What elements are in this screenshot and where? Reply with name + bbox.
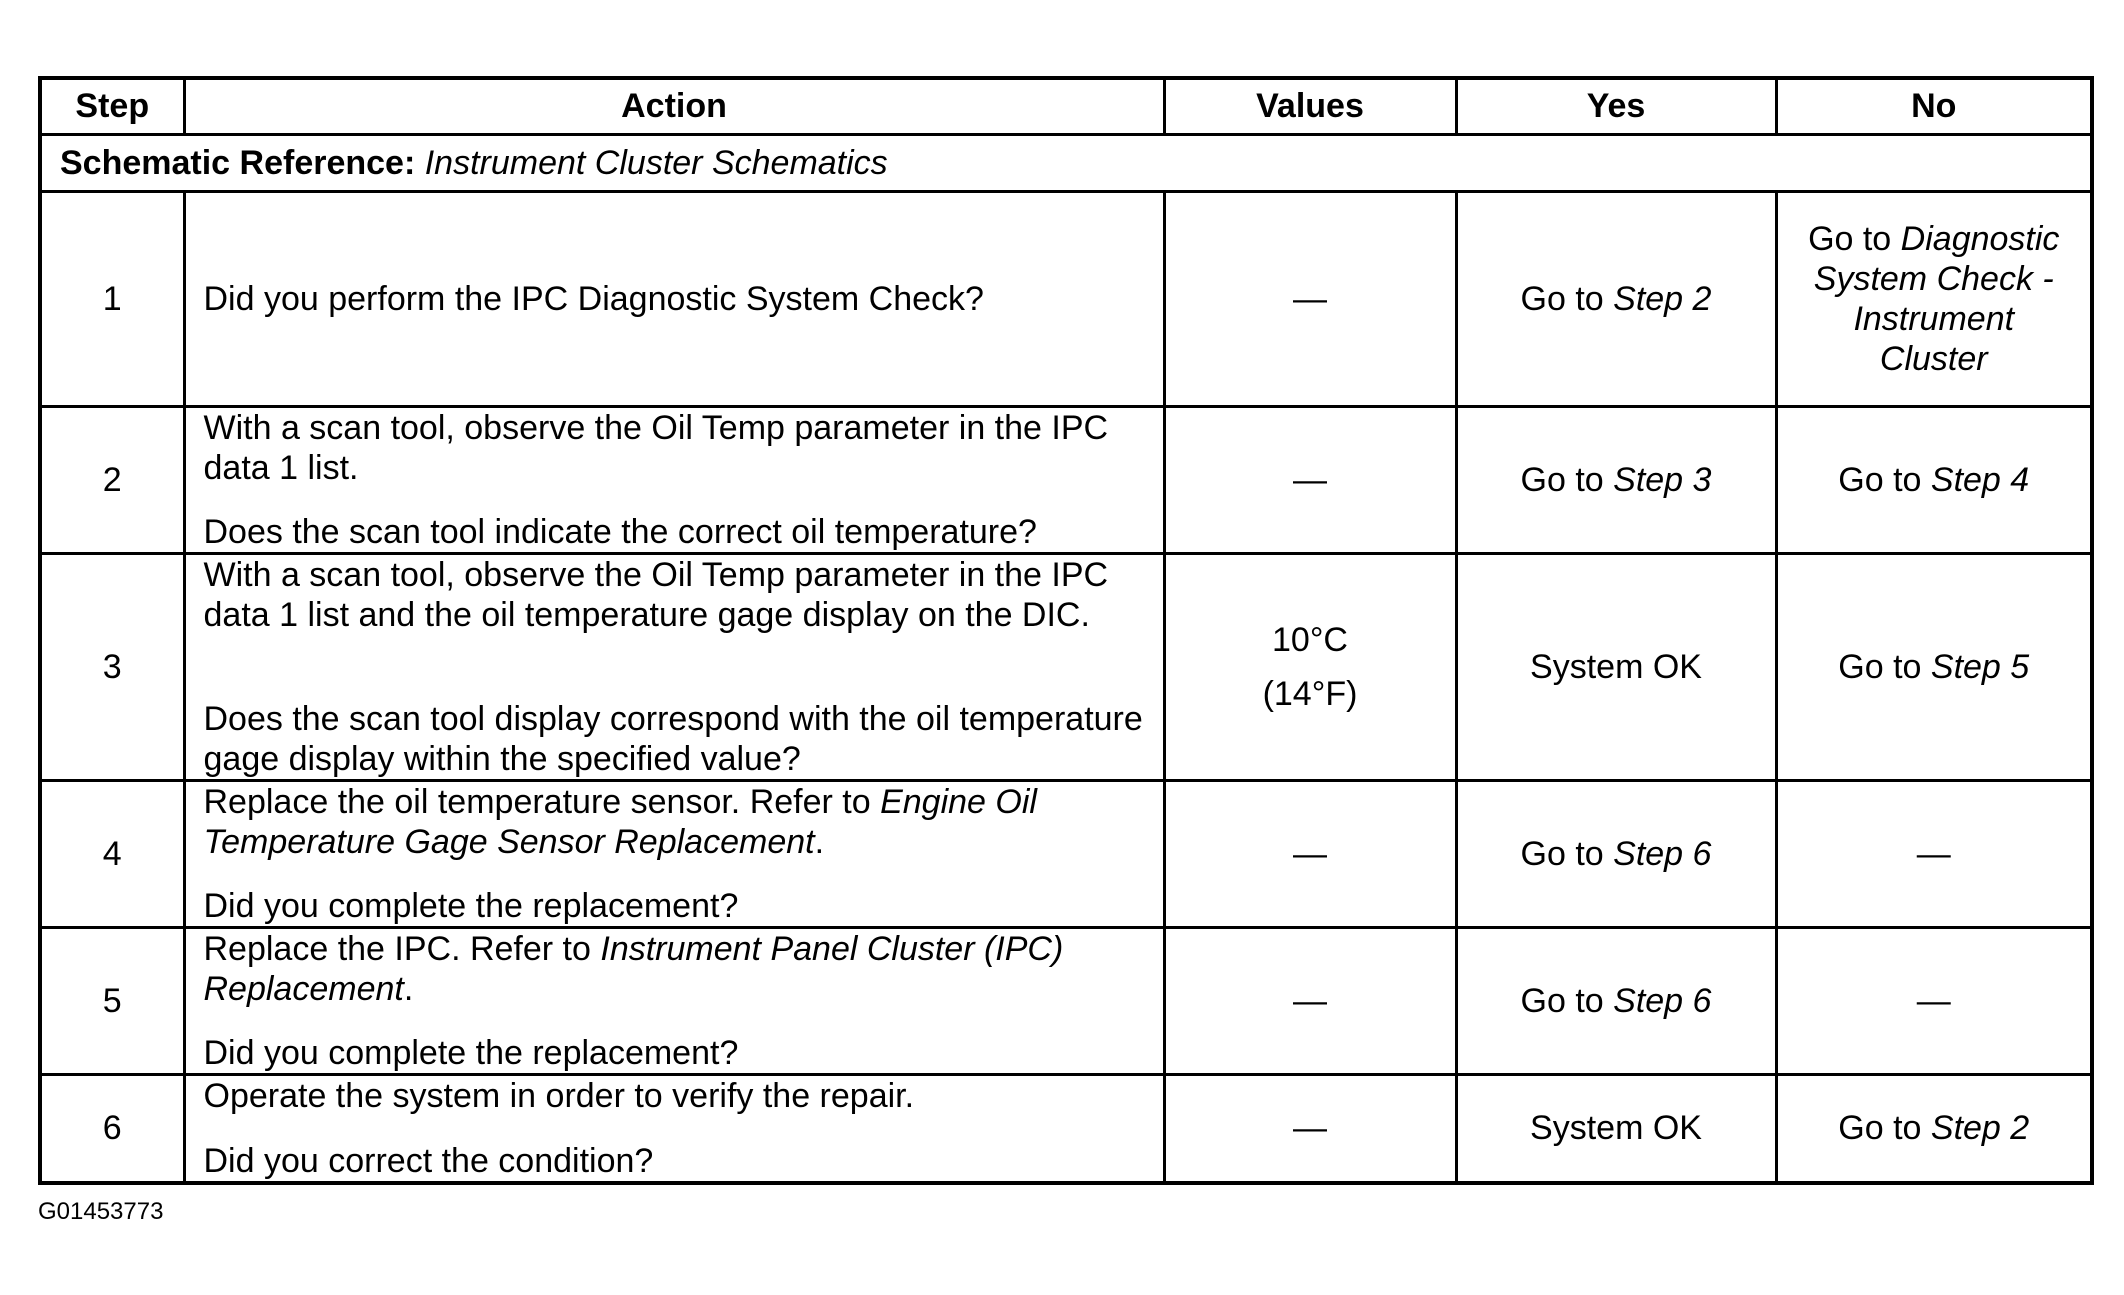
action-text: Did you perform the IPC Diagnostic System Check? [184,192,1164,407]
value-cell: — [1164,1075,1456,1184]
value-fahrenheit: (14°F) [1262,675,1358,713]
yes-prefix: Go to [1520,981,1614,1020]
no-prefix: Go to [1838,647,1931,686]
action-prefix: Replace the oil temperature sensor. Refer to [203,783,881,821]
yes-cell [1456,928,1776,1075]
action-question: Did you complete the replacement? [203,886,739,925]
no-cell: — [1776,928,2092,1075]
no-prefix: Go to [1838,1109,1931,1148]
value-cell: — [1164,407,1456,554]
schematic-reference-row [40,135,2092,192]
action-reference: Engine Oil Temperature Gage Sensor Replacement [203,783,1037,862]
step-number: 5 [40,928,184,1075]
yes-step-ref: Step 2 [1613,279,1712,318]
step-number: 1 [40,192,184,407]
table-row [40,554,2092,781]
schematic-reference-link: Instrument Cluster Schematics [424,143,888,182]
value-cell: — [1164,928,1456,1075]
no-step-ref: Step 4 [1930,460,2030,499]
action-cell [184,928,1164,1075]
header-step: Step [40,78,184,135]
action-question: Does the scan tool display correspond with the oil temperature gage display within the specified value? [203,699,1143,778]
yes-step-ref: Step 3 [1613,460,1712,499]
table-row [40,407,2092,554]
no-prefix: Go to [1838,460,1931,499]
action-cell [184,554,1164,781]
step-number: 2 [40,407,184,554]
action-text [204,929,1145,1009]
step-number: 6 [40,1075,184,1184]
value-cell: — [1164,781,1456,928]
figure-id: G01453773 [38,1198,164,1225]
header-action: Action [184,78,1164,135]
table-row [40,1075,2092,1184]
table-row [40,781,2092,928]
no-cell: — [1776,781,2092,928]
no-step-ref: Step 2 [1930,1109,2030,1148]
action-text [204,782,1145,862]
value-cell: — [1164,192,1456,407]
action-text: With a scan tool, observe the Oil Temp parameter in the IPC data 1 list and the oil temperature gage display on the DIC. [203,556,1109,635]
action-cell [184,781,1164,928]
action-reference: Instrument Panel Cluster (IPC) Replacement [203,930,1064,1009]
no-cell [1776,407,2092,554]
yes-cell [1456,192,1776,407]
no-step-ref: Step 5 [1930,647,2030,686]
action-suffix: . [403,970,414,1009]
action-text: Operate the system in order to verify the repair. [203,1077,915,1115]
step-number: 3 [40,554,184,781]
yes-step-ref: Step 6 [1613,981,1712,1020]
action-cell [184,407,1164,554]
no-prefix: Go to [1808,219,1901,258]
action-question: Did you complete the replacement? [203,1033,739,1072]
value-cell [1164,554,1456,781]
no-step-ref: Diagnostic System Check - Instrument Cluster [1813,219,2060,379]
table-row [40,928,2092,1075]
value-celsius: 10°C [1272,620,1348,659]
diagnostic-table [38,76,2094,1185]
yes-cell: System OK [1456,1075,1776,1184]
yes-step-ref: Step 6 [1613,834,1712,873]
no-cell [1776,554,2092,781]
table-row [40,192,2092,407]
yes-prefix: Go to [1520,460,1614,499]
yes-prefix: Go to [1520,279,1614,318]
action-question: Did you correct the condition? [203,1141,654,1180]
action-prefix: Replace the IPC. Refer to [203,930,601,968]
no-cell [1776,1075,2092,1184]
yes-cell [1456,407,1776,554]
yes-prefix: Go to [1520,834,1614,873]
step-number: 4 [40,781,184,928]
schematic-reference [40,135,2092,192]
yes-cell: System OK [1456,554,1776,781]
header-yes: Yes [1456,78,1776,135]
header-row [40,78,2092,135]
schematic-reference-label: Schematic Reference: [60,143,416,182]
header-values: Values [1164,78,1456,135]
action-cell [184,1075,1164,1184]
no-cell [1776,192,2092,407]
action-text: With a scan tool, observe the Oil Temp parameter in the IPC data 1 list. [203,409,1109,488]
yes-cell [1456,781,1776,928]
action-suffix: . [814,823,825,862]
header-no: No [1776,78,2092,135]
action-question: Does the scan tool indicate the correct oil temperature? [203,512,1037,551]
